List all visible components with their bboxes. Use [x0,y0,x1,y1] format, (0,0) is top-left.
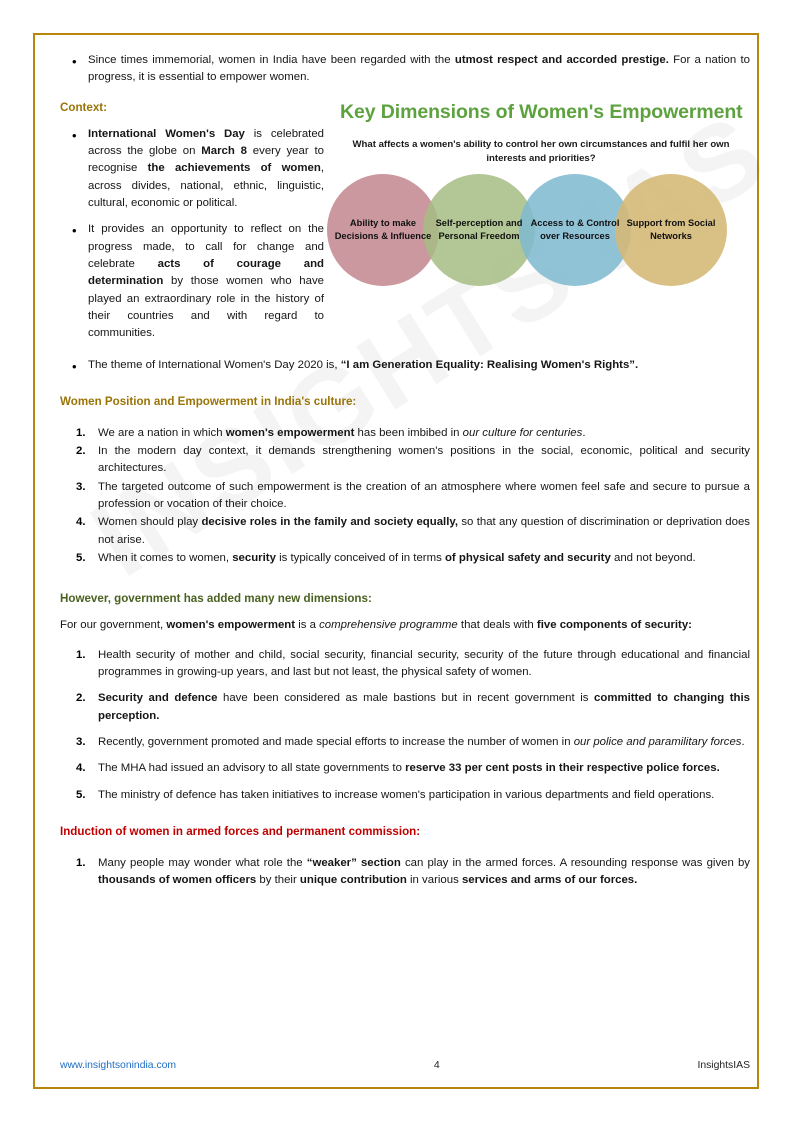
government-item-5-text: The ministry of defence has taken initiatives to increase women's participation in various departments and field operations. [98,788,715,801]
gl-b2: five components of security: [536,619,692,632]
government-item-1-text: Health security of mother and child, social security, financial security, security of the future through educational and financial programmes in growing-up years, and last but not least, the physical safety of women. [98,648,750,679]
induction-item-1-text [98,855,750,890]
cb1-t1: is celebrated across the globe on [88,127,325,157]
culture-item-4-text [98,514,750,549]
context-bullet-1 [60,126,324,213]
section-induction-heading: Induction of women in armed forces and permanent commission: [60,825,421,839]
ci5-b2: of physical safety and security [444,552,611,565]
theme-bullet [60,357,750,376]
list-number: 1. [76,857,86,870]
bullet-marker-icon: • [72,54,77,69]
intro-text-rest: For a nation to progress, it is essential to empower women. [88,54,750,84]
government-item-1 [60,647,750,682]
ci4-t2: so that any question of discrimination or deprivation does not arise. [98,516,751,546]
list-number: 4. [76,762,86,775]
list-number: 2. [76,692,86,705]
intro-bullet-text [88,52,750,87]
gl-t2: is a [295,619,320,632]
infographic [332,101,750,292]
context-bullet-2 [60,221,324,342]
page-footer [60,1060,750,1071]
government-item-3 [60,734,750,751]
ci4-b1: decisive roles in the family and society equally, [201,516,459,529]
ci1-t1: We are a nation in which [98,426,226,439]
circle-support-from-social-networks [615,174,727,286]
context-bullet-1-text [88,126,324,213]
ii1-t2: can play in the armed forces. A resounding response was given by [400,857,750,870]
induction-item-1 [60,855,750,890]
bullet-marker-icon: • [72,127,77,143]
gl-i1: comprehensive programme [319,619,458,632]
ii1-t3: by their [256,874,300,887]
ci1-b1: women's empowerment [225,426,355,439]
gi4-b1: reserve 33 per cent posts in their respective police forces. [405,762,720,775]
infographic-title: Key Dimensions of Women's Empowerment [340,100,743,123]
page-content [60,52,750,891]
culture-item-1-text [98,425,750,442]
intro-text-bold: utmost respect and accorded prestige. [454,54,669,66]
government-item-5 [60,787,750,804]
ci5-b1: security [232,552,276,565]
culture-item-3-text: The targeted outcome of such empowerment is the creation of an atmosphere where women feel safe and secure to pursue a profession or vocation of their choice. [98,480,750,511]
gi2-t1: have been considered as male bastions but in recent government is [217,692,595,705]
government-item-4 [60,760,750,777]
context-column [60,101,332,345]
ci1-t2: has been imbibed in [354,426,463,439]
list-number: 3. [76,736,86,749]
ii1-b4: services and arms of our forces. [461,874,638,887]
government-item-2-text [98,690,750,725]
infographic-subtitle: What affects a women's ability to control her own circumstances and fulfil her own interests and priorities? [352,139,730,165]
ci5-t2: is typically conceived of in terms [275,552,445,565]
gl-b1: women's empowerment [166,619,296,632]
list-number: 1. [76,426,86,439]
culture-item-5 [60,550,750,567]
ci1-t3: . [582,426,586,439]
government-item-4-text [98,760,750,777]
list-number: 5. [76,552,86,565]
ci5-t1: When it comes to women, [98,552,233,565]
ii1-t4: in various [406,874,462,887]
ii1-b2: thousands of women officers [98,874,257,887]
ii1-b1: “weaker” section [306,857,401,870]
ii1-t1: Many people may wonder what role the [98,857,307,870]
gi2-b2: committed to changing this perception. [98,692,750,722]
culture-item-2-text: In the modern day context, it demands strengthening women's positions in the social, economic, political and security architectures. [98,445,750,475]
bullet-marker-icon: • [72,358,77,374]
culture-item-1 [60,425,750,442]
cb2-b1: acts of courage and determination [88,257,324,288]
list-number: 3. [76,480,86,493]
gl-t3: that deals with [457,619,537,632]
cb2-t2: by those women who have played an extraordinary role in the history of their countries and with regard to communities. [88,275,324,340]
bullet-marker-icon: • [72,223,77,239]
ci5-t3: and not beyond. [610,552,696,565]
list-number: 1. [76,648,86,661]
culture-item-5-text [98,550,750,567]
footer-page-number: 4 [433,1060,440,1071]
ci1-i1: our culture for centuries [462,426,583,439]
section-government-heading: However, government has added many new dimensions: [60,592,372,606]
cb1-b2: March 8 [201,144,247,157]
cb1-t2: every year to recognise [88,144,324,175]
intro-bullet [60,52,750,87]
footer-brand-name: InsightsIAS [697,1060,750,1071]
circle-1-label: Ability to make Decisions & Influence [334,218,432,241]
cb1-b3: the achievements of women [147,162,321,175]
gi3-t2: . [741,736,745,749]
circle-2-label: Self-perception and Personal Freedom [435,218,523,241]
cb1-t3: , across divides, national, ethnic, linguistic, cultural, economic or political. [88,162,324,209]
list-number: 2. [76,445,86,458]
infographic-circles [327,174,737,292]
culture-item-3 [60,479,750,514]
cb1-b1: International Women's Day [88,127,245,140]
gi3-i1: our police and paramilitary forces [573,736,742,749]
ci4-t1: Women should play [98,516,202,529]
cb3-t1: The theme of International Women's Day 2020 is, [88,358,341,371]
intro-text-part1: Since times immemorial, women in India have been regarded with the [88,54,455,66]
footer-website-link[interactable]: www.insightsonindia.com [60,1060,177,1071]
gi2-b1: Security and defence [98,692,218,705]
theme-bullet-text [88,357,750,374]
circle-4-label: Support from Social Networks [626,218,716,241]
ii1-b3: unique contribution [299,874,407,887]
context-heading: Context: [60,100,108,114]
government-item-3-text [98,734,750,751]
government-lead-paragraph [60,617,750,634]
gi4-t1: The MHA had issued an advisory to all state governments to [98,762,406,775]
culture-item-4 [60,514,750,549]
circle-3-label: Access to & Control over Resources [530,218,620,241]
cb2-t1: It provides an opportunity to reflect on the progress made, to call for change and celebrate [88,223,324,270]
government-item-2 [60,690,750,725]
gl-t1: For our government, [60,619,167,632]
culture-item-2 [60,443,750,478]
list-number: 5. [76,788,86,801]
section-culture-heading: Women Position and Empowerment in India's culture: [60,394,357,408]
context-and-infographic-row [60,101,750,345]
list-number: 4. [76,516,86,529]
gi3-t1: Recently, government promoted and made special efforts to increase the number of women in [98,736,574,749]
cb3-b1: “I am Generation Equality: Realising Women's Rights”. [340,358,639,371]
context-bullet-2-text [88,221,324,342]
